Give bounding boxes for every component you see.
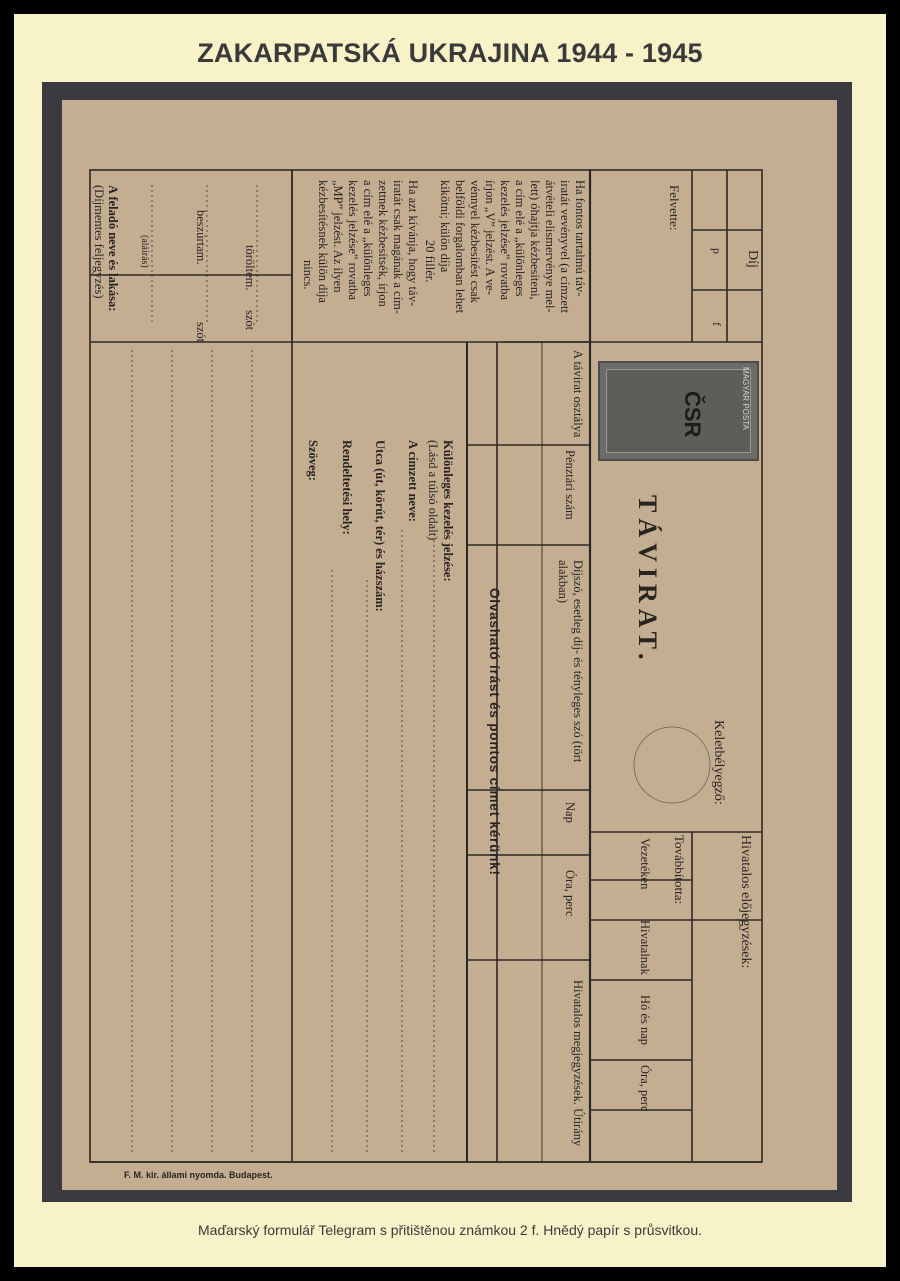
felado-hint: (Díjmentes feljegyzés) [92, 185, 106, 299]
note-own-hand: Ha azt kívánja, hogy táv- iratát csak magának a cím- zettnek kézbesítsék, írjon a cím elé a „különleges kezelés jelzése” rovatba „MP” jelzést. Az ilyen kézbesítésnek külön díja nincs. [301, 180, 420, 314]
alairas-label: (aláírás) [139, 235, 150, 268]
dij-p: p [710, 248, 724, 254]
imprinted-stamp [598, 361, 759, 461]
dij-label: Díj [745, 250, 760, 268]
fwd-col-hivatalnak: Hivatalnak [638, 920, 652, 975]
form-heading: TÁVIRAT. [633, 495, 662, 666]
fwd-col-ora-perc: Óra, perc [638, 1065, 652, 1112]
cimzett-label: A címzett neve: [406, 440, 420, 522]
note-valuable: Ha fontos tartalmú táv- iratát vevényvel (a címzett átvételi elismervénye mel- lett) óhajtja kézbesíteni, a cím elé a „különleges kezelés jelzése” rovatba írjon „V” jelzést. A ve- vénnyel kézbesítést csak belföldi forgalomban lehet kikötni; külön díja 20 fillér. [423, 180, 587, 314]
fwd-col-vezeteken: Vezetéken [638, 838, 652, 890]
szoveg-label: Szöveg: [306, 440, 320, 481]
beszurtam-label: beszúrtam. [194, 210, 208, 265]
szot-label: szót [243, 310, 257, 331]
col-nap: Nap [563, 802, 577, 823]
utca-label: Utca (út, körút, tér) és házszám: [373, 440, 387, 612]
felado-label: A feladó neve és lakása: [106, 185, 120, 312]
fwd-col-ho-nap: Hó és nap [638, 995, 652, 1045]
keletbelyegzo-label: Keletbélyegző: [711, 720, 726, 805]
page-caption: Maďarský formulář Telegram s přitištěnou známkou 2 f. Hnědý papír s průsvitkou. [198, 1222, 702, 1238]
kulonleges-label: Különleges kezelés jelzése: [441, 440, 455, 582]
olvashato-notice: Olvasható írást és pontos címet kérünk! [487, 588, 502, 876]
col-dijszo: Díjszó, esetleg díj- és tényleges szó (tört alakban) [556, 560, 585, 763]
col-ora: Óra, perc [563, 870, 577, 917]
printer-imprint: F. M. kir. állami nyomda. Budapest. [124, 1170, 273, 1180]
col-penztari: Pénztári szám [563, 450, 577, 520]
date-stamp-circle [634, 727, 710, 803]
torloltem-label: töröltem. [243, 245, 257, 291]
felvette-label: Felvette: [667, 185, 682, 231]
page-title: ZAKARPATSKÁ UKRAJINA 1944 - 1945 [197, 38, 703, 68]
hivatalos-eljegyzesek-label: Hivatalos előjegyzések: [738, 835, 753, 969]
stamp-country: MAGYAR POSTA [741, 367, 750, 430]
col-megjegyzesek: Hivatalos megjegyzések. Útirány [571, 980, 585, 1147]
szot2-label: szót [194, 322, 208, 343]
tovabbitotta-label: Továbbította: [672, 835, 687, 905]
stamp-overprint: ČSR [680, 391, 705, 438]
telegram-form [62, 100, 837, 1190]
kulonleges-hint: (Lásd a túlsó oldalt) [426, 440, 440, 541]
rendeltetesi-label: Rendeltetési hely: [340, 440, 354, 535]
col-osztaly: A távirat osztálya [571, 350, 585, 438]
dij-f: f [710, 322, 724, 326]
